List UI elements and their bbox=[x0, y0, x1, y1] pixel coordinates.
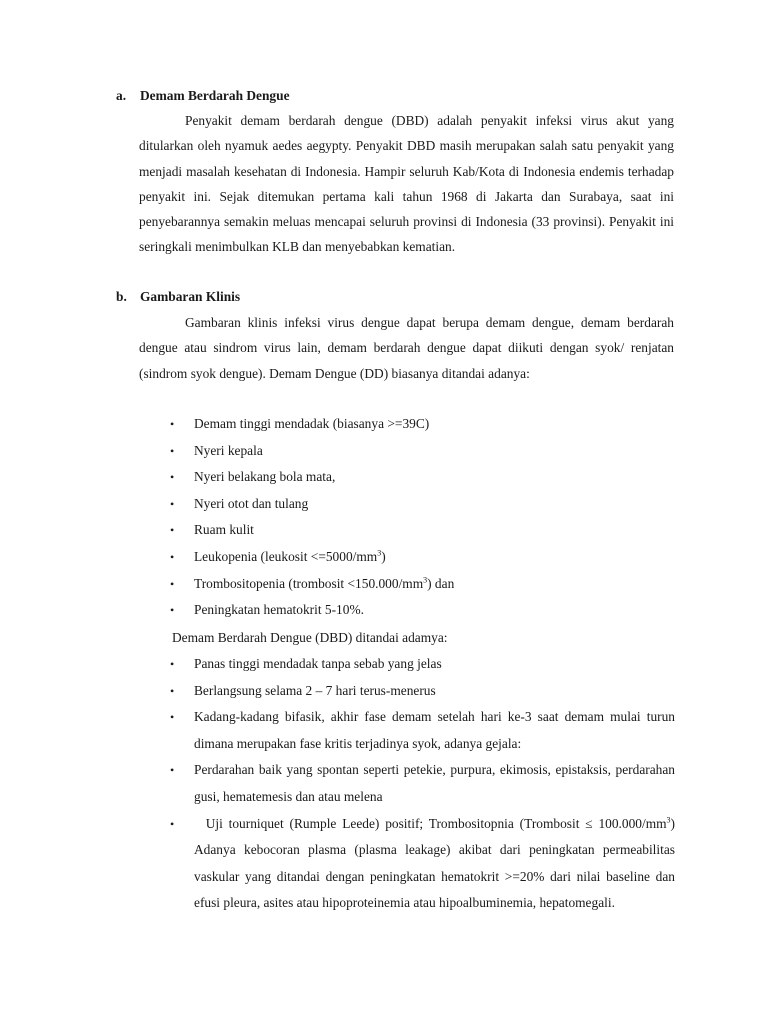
bullet-icon: • bbox=[170, 443, 175, 458]
bullet-icon: • bbox=[170, 496, 175, 511]
list-item bbox=[168, 544, 675, 571]
section-a-heading bbox=[116, 86, 676, 106]
bullet-icon: • bbox=[170, 549, 175, 564]
bullet-icon: • bbox=[170, 470, 175, 485]
section-b-paragraph-text: Gambaran klinis infeksi virus dengue dapat berupa demam dengue, demam berdarah dengue atau sindrom virus lain, demam berdarah dengue dapat diikuti dengan syok/ renjatan (sindrom syok dengue). Demam Dengue (DD) biasanya ditandai adanya: bbox=[139, 315, 674, 381]
section-a-marker: a. bbox=[116, 88, 127, 103]
list-item-text: Peningkatan hematokrit 5-10%. bbox=[194, 602, 364, 618]
section-a-title: Demam Berdarah Dengue bbox=[140, 88, 290, 103]
list-item bbox=[168, 704, 679, 757]
bullet-icon: • bbox=[170, 603, 175, 618]
list-item-text: Perdarahan baik yang spontan seperti petekie, purpura, ekimosis, epistaksis, perdarahan gusi, hematemesis dan atau melena bbox=[194, 762, 679, 804]
bullet-icon: • bbox=[170, 763, 175, 778]
section-b-paragraph bbox=[139, 310, 674, 386]
list-item bbox=[168, 678, 675, 705]
list-item bbox=[168, 411, 675, 438]
list-item-text: Nyeri kepala bbox=[194, 442, 263, 458]
list-item-text: Nyeri belakang bola mata, bbox=[194, 469, 336, 485]
list-item-text: Demam tinggi mendadak (biasanya >=39C) bbox=[194, 416, 430, 431]
list-item-text: Uji tourniquet (Rumple Leede) positif; Trombositopnia (Trombosit ≤ $100.000/mm^3$) Adanya kebocoran plasma (plasma leakage) akibat dari peningkatan permeabilitas vaskular yang ditandai dengan peningkatan hematokrit >=20% dari nilai baseline dan efusi pleura, asites atau hipoproteinemia atau hipoalbuminemia, hepatomegali. bbox=[194, 815, 679, 911]
section-a-paragraph-text: Penyakit demam berdarah dengue (DBD) adalah penyakit infeksi virus akut yang ditularkan oleh nyamuk aedes aegypty. Penyakit DBD masih merupakan salah satu penyakit yang menjadi masalah kesehatan di Indonesia. Hampir seluruh Kab/Kota di Indonesia endemis terhadap penyakit ini. Sejak ditemukan pertama kali tahun 1968 di Jakarta dan Surabaya, saat ini penyebarannya semakin meluas mencapai seluruh provinsi di Indonesia (33 provinsi). Penyakit ini seringkali menimbulkan KLB dan menyebabkan kematian. bbox=[139, 113, 674, 255]
list-item bbox=[168, 491, 675, 518]
bullet-icon: • bbox=[170, 417, 175, 431]
list-item bbox=[168, 757, 679, 810]
dbd-symptom-list bbox=[168, 651, 679, 917]
dbd-intro: Demam Berdarah Dengue (DBD) ditandai adamya: bbox=[172, 630, 448, 645]
bullet-icon: • bbox=[170, 683, 175, 698]
list-item bbox=[168, 438, 675, 465]
bullet-icon: • bbox=[170, 816, 175, 831]
section-a-paragraph bbox=[139, 108, 674, 260]
list-item bbox=[168, 811, 679, 917]
list-item-text: Panas tinggi mendadak tanpa sebab yang jelas bbox=[194, 656, 442, 671]
list-item-text: Ruam kulit bbox=[194, 522, 254, 538]
section-b-title: Gambaran Klinis bbox=[140, 289, 241, 304]
list-item bbox=[168, 597, 675, 624]
list-item bbox=[168, 571, 675, 598]
bullet-icon: • bbox=[170, 576, 175, 591]
list-item-text: Trombositopenia (trombosit $<150.000/mm^3$) dan bbox=[194, 575, 455, 591]
bullet-icon: • bbox=[170, 523, 175, 538]
list-item-text: Leukopenia (leukosit $<=5000/mm^3$) bbox=[194, 548, 386, 564]
list-item bbox=[168, 651, 675, 678]
list-item-text: Kadang-kadang bifasik, akhir fase demam setelah hari ke-3 saat demam mulai turun dimana merupakan fase kritis terjadinya syok, adanya gejala: bbox=[194, 709, 679, 751]
bullet-icon: • bbox=[170, 657, 175, 671]
list-item-text: Nyeri otot dan tulang bbox=[194, 495, 309, 511]
list-item-text: Berlangsung selama 2 – 7 hari terus-menerus bbox=[194, 682, 436, 698]
list-item bbox=[168, 464, 675, 491]
dd-symptom-list bbox=[168, 411, 675, 624]
section-b-heading bbox=[116, 287, 676, 307]
bullet-icon: • bbox=[170, 710, 175, 725]
list-item bbox=[168, 517, 675, 544]
section-b-marker: b. bbox=[116, 289, 127, 304]
